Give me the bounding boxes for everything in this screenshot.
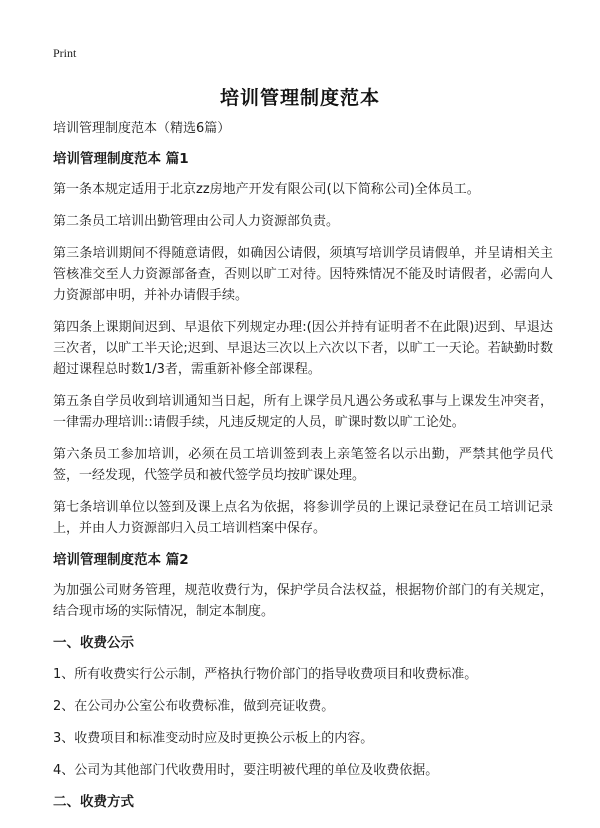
part1-paragraph: 第四条上课期间迟到、早退依下列规定办理:(因公并持有证明者不在此限)迟到、早退达三次者，以旷工半天论;迟到、早退达三次以上六次以下者，以旷工一天论。若缺勤时数超过课程总时数1/3者，需重新补修全部课程。 (53, 320, 553, 377)
part1-paragraph: 第七条培训单位以签到及课上点名为依据，将参训学员的上课记录登记在员工培训记录上，并由人力资源部归入员工培训档案中保存。 (53, 500, 553, 536)
fee-item: 2、在公司办公室公布收费标准，做到亮证收费。 (53, 699, 335, 714)
fee-disclosure-heading: 一、收费公示 (53, 635, 134, 651)
fee-item: 4、公司为其他部门代收费用时，要注明被代理的单位及收费依据。 (53, 763, 439, 778)
part1-heading: 培训管理制度范本 篇1 (53, 151, 189, 167)
document-subtitle: 培训管理制度范本（精选6篇） (53, 121, 231, 136)
part1-paragraph: 第三条培训期间不得随意请假，如确因公请假，须填写培训学员请假单，并呈请相关主管核准交至人力资源部备查，否则以旷工对待。因特殊情况不能及时请假者，必需向人力资源部申明，并补办请假手续。 (53, 246, 553, 303)
part1-paragraph: 第六条员工参加培训，必须在员工培训签到表上亲笔签名以示出勤，严禁其他学员代签，一经发现，代签学员和被代签学员均按旷课处理。 (53, 447, 553, 483)
fee-method-heading: 二、收费方式 (53, 794, 134, 810)
document-body (53, 118, 553, 823)
fee-item: 1、所有收费实行公示制，严格执行物价部门的指导收费项目和收费标准。 (53, 667, 478, 682)
part1-paragraph: 第五条自学员收到培训通知当日起，所有上课学员凡遇公务或私事与上课发生冲突者，一律需办理培训::请假手续，凡违反规定的人员，旷课时数以旷工论处。 (53, 394, 553, 430)
print-label: Print (53, 46, 77, 60)
fee-item: 3、收费项目和标准变动时应及时更换公示板上的内容。 (53, 731, 374, 746)
part2-intro: 为加强公司财务管理，规范收费行为，保护学员合法权益，根据物价部门的有关规定，结合现市场的实际情况，制定本制度。 (53, 583, 553, 619)
page-title: 培训管理制度范本 (219, 87, 380, 109)
part1-paragraph: 第一条本规定适用于北京zz房地产开发有限公司(以下简称公司)全体员工。 (53, 182, 480, 197)
part1-paragraph: 第二条员工培训出勤管理由公司人力资源部负责。 (53, 214, 340, 229)
part2-heading: 培训管理制度范本 篇2 (53, 552, 189, 568)
